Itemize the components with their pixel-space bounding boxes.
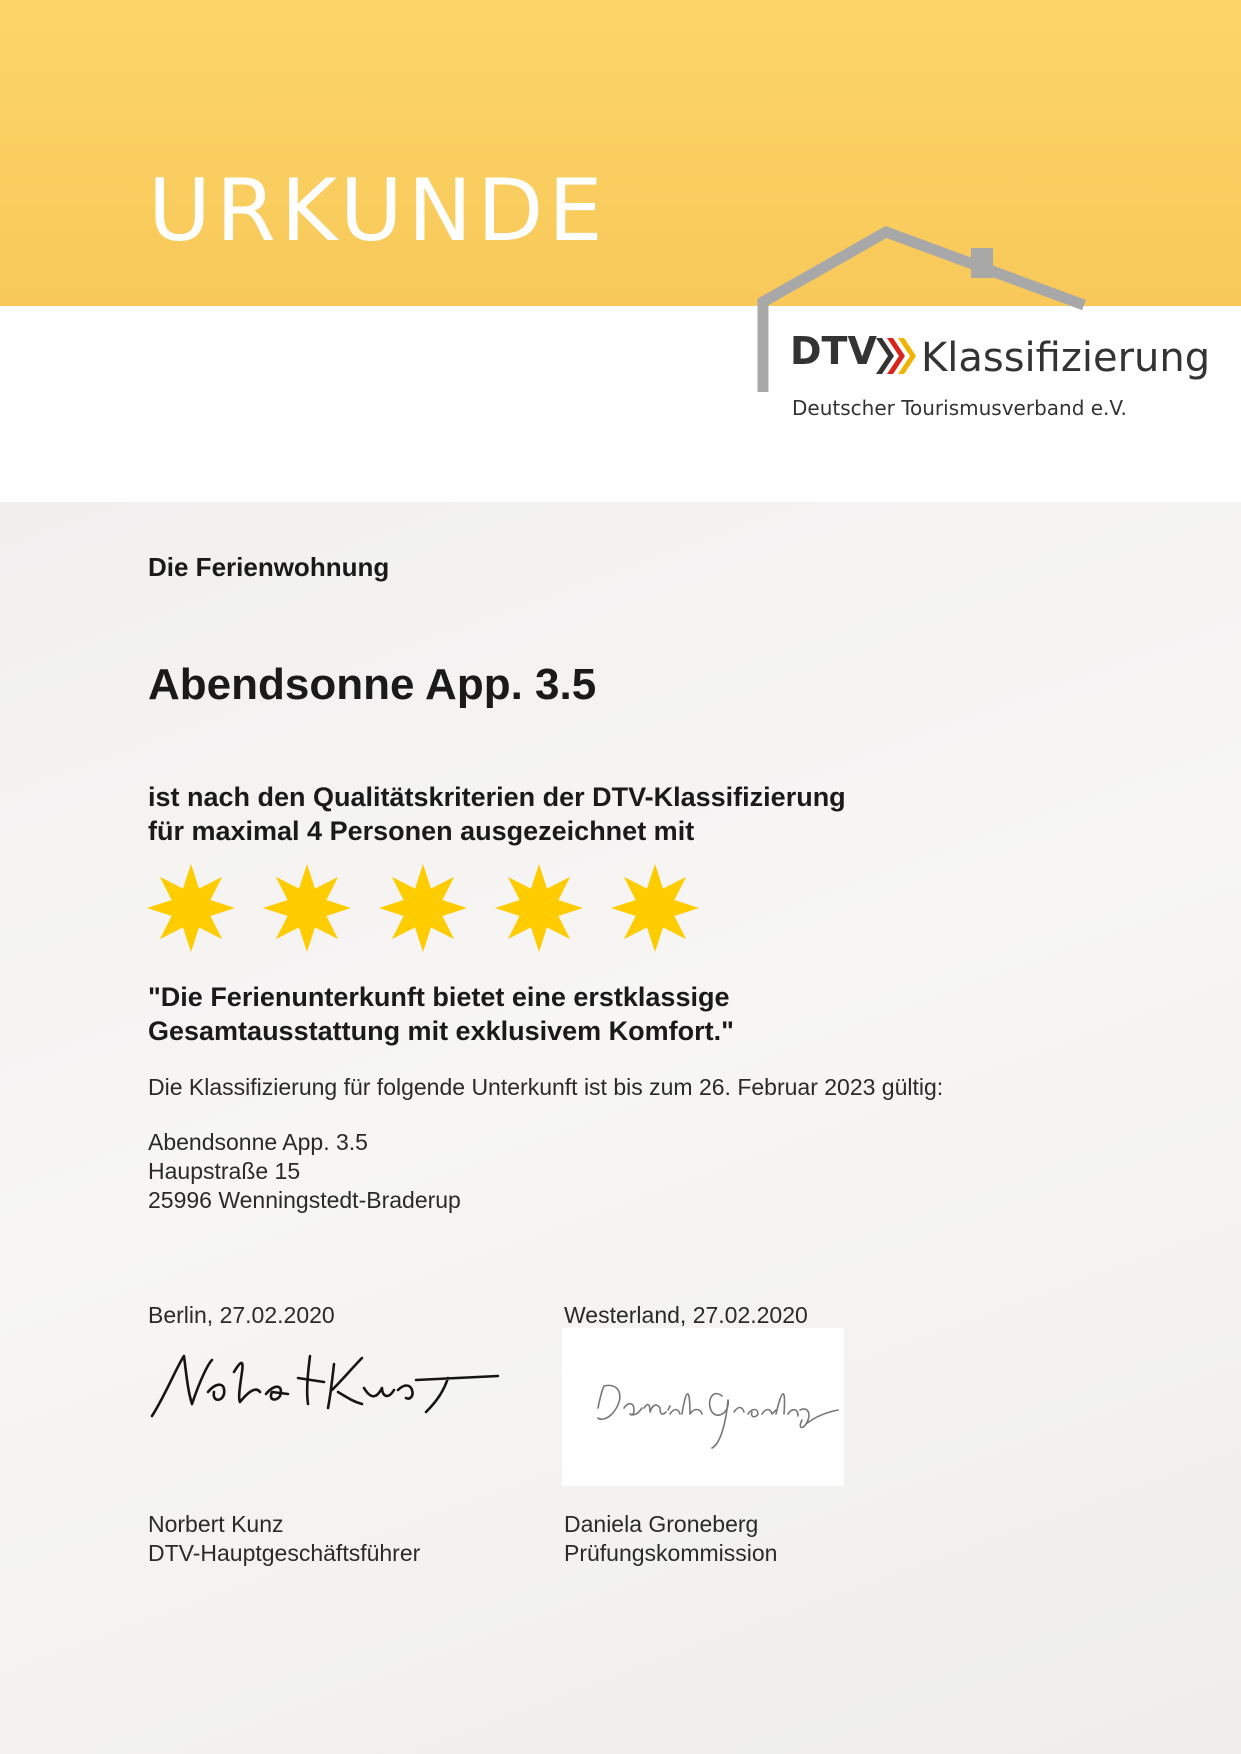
- signer-role: Prüfungskommission: [564, 1540, 778, 1566]
- criteria-line: ist nach den Qualitätskriterien der DTV-Klassifizierung: [148, 782, 846, 812]
- place-date-right: Westerland, 27.02.2020: [564, 1302, 808, 1328]
- star-icon: [147, 864, 235, 952]
- logo-name: Klassifizierung: [921, 335, 1211, 381]
- address-line: Abendsonne App. 3.5: [148, 1129, 368, 1155]
- signer-name: Daniela Groneberg: [564, 1511, 759, 1537]
- quote-line: "Die Ferienunterkunft bietet eine erstklassige: [148, 982, 730, 1012]
- star-icon: [495, 864, 583, 952]
- signer-name: Norbert Kunz: [148, 1511, 284, 1537]
- signer-left: [148, 1510, 420, 1568]
- quote-text: [148, 980, 734, 1048]
- signer-role: DTV-Hauptgeschäftsführer: [148, 1540, 421, 1566]
- place-date-left: Berlin, 27.02.2020: [148, 1302, 335, 1328]
- star-icon: [379, 864, 467, 952]
- quote-line: Gesamtausstattung mit exklusivem Komfort.": [148, 1016, 734, 1046]
- logo-brand: DTV: [790, 329, 877, 373]
- criteria-text: [148, 780, 846, 848]
- signer-right: [564, 1510, 777, 1568]
- intro-text: Die Ferienwohnung: [148, 552, 390, 582]
- property-name: Abendsonne App. 3.5: [148, 660, 597, 709]
- address-line: Haupstraße 15: [148, 1158, 301, 1184]
- star-icon: [611, 864, 699, 952]
- chevron-icon: [874, 336, 918, 376]
- star-rating: [145, 862, 725, 954]
- address-line: 25996 Wenningstedt-Braderup: [148, 1187, 461, 1213]
- signature-box: [562, 1328, 844, 1486]
- signature-daniela-groneberg: [562, 1328, 844, 1486]
- address-block: [148, 1128, 461, 1215]
- signature-norbert-kunz: [148, 1342, 508, 1422]
- criteria-line: für maximal 4 Personen ausgezeichnet mit: [148, 816, 695, 846]
- validity-text: Die Klassifizierung für folgende Unterkunft ist bis zum 26. Februar 2023 gültig:: [148, 1074, 944, 1100]
- certificate-title: URKUNDE: [148, 161, 608, 261]
- logo-subtitle: Deutscher Tourismusverband e.V.: [792, 396, 1127, 420]
- star-icon: [263, 864, 351, 952]
